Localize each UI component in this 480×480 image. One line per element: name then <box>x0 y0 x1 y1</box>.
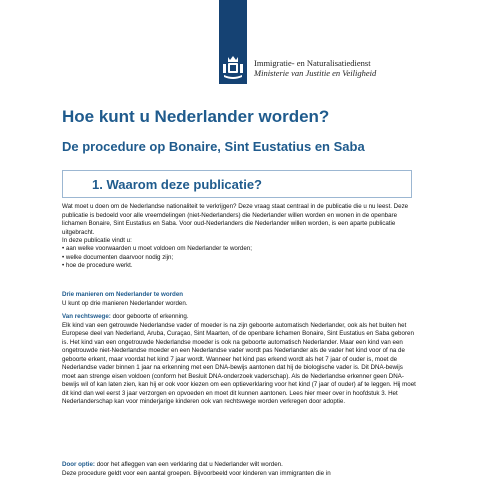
law-text: Elk kind van een getrouwde Nederlandse vader of moeder is na zijn geboorte automatisch Nederlander, ook als het buiten het Europese deel van Nederland, Aruba, Curaçao, Sint Maarten, of de openbare lichamen Bonaire, Sint Eustatius en Saba geboren is. Het kind van een ongetrouwde Nederlandse moeder is ook na geboorte automatisch Nederlander. Maar een kind van een ongetrouwde niet-Nederlandse moeder en een Nederlandse vader wordt pas Nederlander als de vader het kind voor of na de geboorte erkent, maar voordat het kind 7 jaar wordt. Wanneer het kind pas erkend wordt als het 7 jaar of ouder is, moet de Nederlandse vader binnen 1 jaar na erkenning met een DNA-bewijs aantonen dat hij de biologische vader is. Dit DNA-bewijs moet aan strenge eisen voldoen (conform het Besluit DNA-onderzoek vaderschap). Als de Nederlandse erkenner geen DNA-bewijs wil of kan laten zien, kan hij er ook voor kiezen om een optieverklaring voor het kind (7 jaar of ouder) af te leggen. Hij moet dit kind dan wel eerst 3 jaar verzorgen en opvoeden en moet dit kunnen aantonen. Lees hier meer over in hoofdstuk 3. Het Nederlanderschap kan voor minderjarige kinderen ook van rechtswege worden verkregen door adoptie. <box>62 321 416 405</box>
intro-text: Wat moet u doen om de Nederlandse nationaliteit te verkrijgen? Deze vraag staat centraal in de publicatie die u nu leest. Deze publicatie is bedoeld voor alle vreemdelingen (niet-Nederlanders) die Nederlander willen worden en wonen in de openbare lichamen Bonaire, Sint Eustatius en Saba. Voor oud-Nederlanders die Nederlander willen worden, is een aparte publicatie uitgebracht. <box>62 203 409 236</box>
option-text: Deze procedure geldt voor een aantal groepen. Bijvoorbeeld voor kinderen van immigranten die in <box>62 469 331 477</box>
organization-line-2: Ministerie van Justitie en Veiligheid <box>254 68 377 78</box>
law-heading-line <box>62 313 417 322</box>
organization-name <box>254 58 376 78</box>
intro-paragraph <box>62 203 417 246</box>
page-title: Hoe kunt u Nederlander worden? <box>62 107 330 126</box>
logo-bar <box>219 0 247 84</box>
coat-of-arms-icon <box>222 54 244 80</box>
option-heading-rest: door het afleggen van een verklaring dat u Nederlander wilt worden. <box>95 461 283 468</box>
option-heading-line <box>62 461 417 470</box>
page-subtitle: De procedure op Bonaire, Sint Eustatius en Saba <box>62 139 365 154</box>
ways-text: U kunt op drie manieren Nederlander worden. <box>62 299 188 307</box>
list-item: • welke documenten daarvoor nodig zijn; <box>62 254 417 263</box>
law-heading: Van rechtswege: <box>62 313 111 320</box>
law-section <box>62 313 417 407</box>
organization-line-1: Immigratie- en Naturalisatiedienst <box>254 58 371 68</box>
law-heading-rest: door geboorte of erkenning. <box>110 313 189 320</box>
ways-heading: Drie manieren om Nederlander te worden <box>62 291 184 298</box>
option-section <box>62 461 417 478</box>
list-item: • hoe de procedure werkt. <box>62 262 417 271</box>
option-heading: Door optie: <box>62 461 95 468</box>
list-item: • aan welke voorwaarden u moet voldoen om Nederlander te worden; <box>62 245 417 254</box>
list-intro: In deze publicatie vindt u: <box>62 237 132 244</box>
ways-section <box>62 291 417 308</box>
bullet-list <box>62 245 417 271</box>
section-title: 1. Waarom deze publicatie? <box>92 177 263 192</box>
